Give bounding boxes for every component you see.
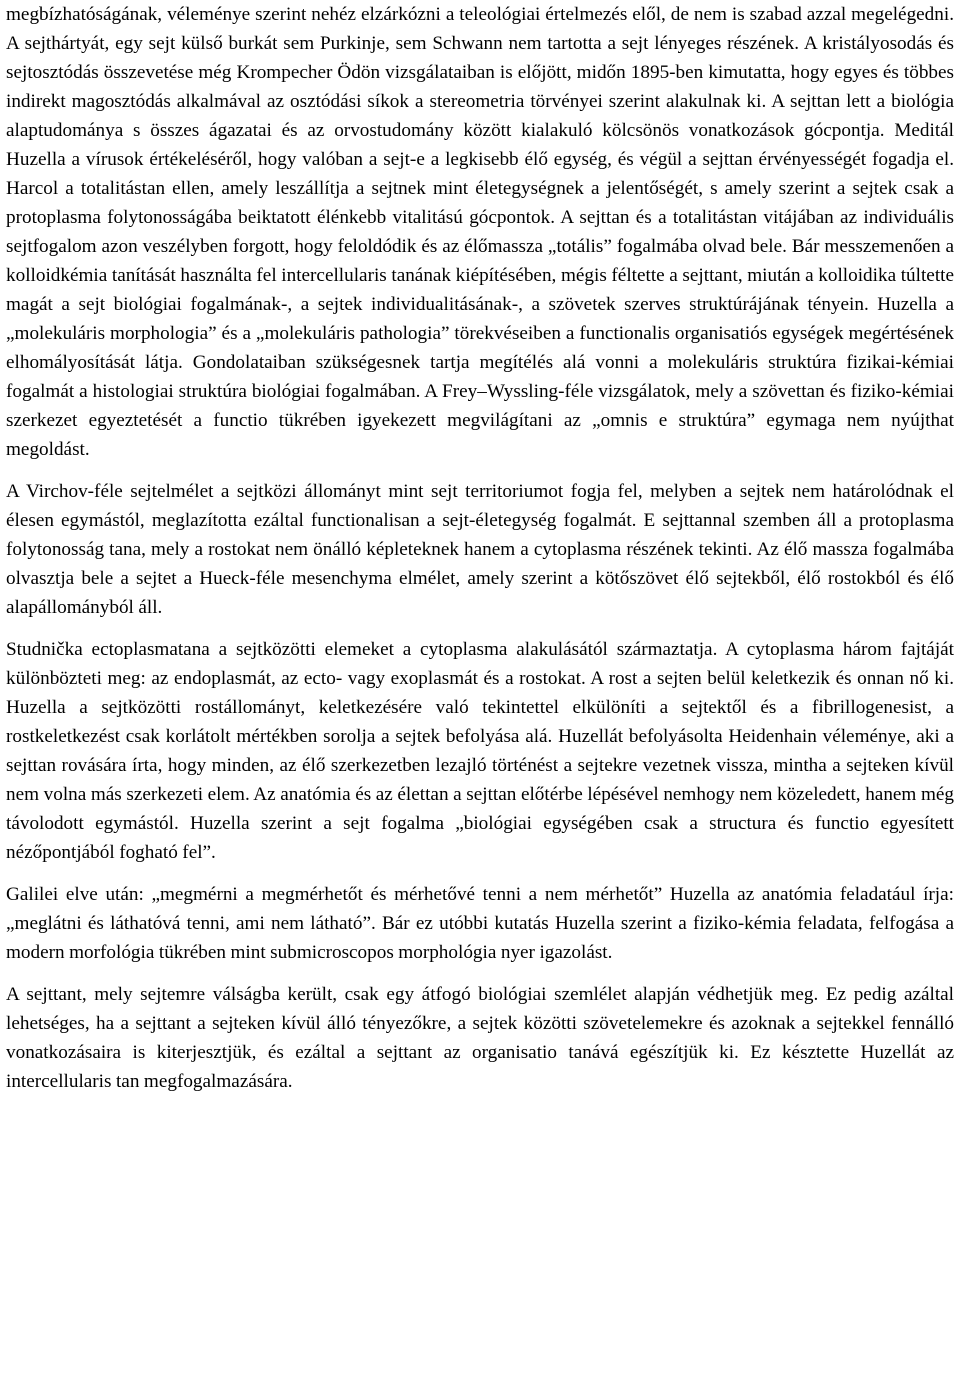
paragraph-2: A Virchov-féle sejtelmélet a sejtközi állományt mint sejt territoriumot fogja fel, melyben a sejtek nem határolódnak el élesen egymástól, meglazította ezáltal functionalisan a sejt-életegység fogalmát. E sejttannal szemben áll a protoplasma folytonosság tana, mely a rostokat nem önálló képleteknek hanem a cytoplasma részének tekinti. Az élő massza fogalmába olvasztja bele a sejtet a Hueck-féle mesenchyma elmélet, amely szerint a kötőszövet élő sejtekből, élő rostokból és élő alapállományból áll.: [6, 481, 954, 618]
paragraph-1: megbízhatóságának, véleménye szerint nehéz elzárkózni a teleológiai értelmezés elől, de nem is szabad azzal megelégedni. A sejthártyát, egy sejt külső burkát sem Purkinje, sem Schwann nem tartotta a sejt lényeges részének. A kristályosodás és sejtosztódás összevetése még Krompecher Ödön vizsgálataiban is előjött, midőn 1895-ben kimutatta, hogy egyes és többes indirekt magosztódás alkalmával az osztódási síkok a stereometria törvényei szerint alakulnak ki. A sejttan lett a biológia alaptudománya s összes ágazatai és az orvostudomány között kialakuló kölcsönös vonatkozások gócpontja. Meditál Huzella a vírusok értékeléséről, hogy valóban a sejt-e a legkisebb élő egység, és végül a sejttan érvényességét fogadja el. Harcol a totalitástan ellen, amely leszállítja a sejtnek mint életegységnek a jelentőségét, s amely szerint a sejtek csak a protoplasma folytonosságába beiktatott élénkebb vitalitású gócpontok. A sejttan és a totalitástan vitájában az individuális sejtfogalom azon veszélyben forgott, hogy feloldódik és az élőmassza „totális” fogalmába olvad bele. Bár messzemenően a kolloidkémia tanítását használta fel intercellularis tanának kiépítésében, mégis féltette a sejttant, miután a kolloidika túltette magát a sejt biológiai fogalmának-, a sejtek individualitásának-, a szövetek szerves struktúrájának tényein. Huzella a „molekuláris morphologia” és a „molekuláris pathologia” törekvéseiben a functionalis organisatiós egységek megértésének elhomályosítását látja. Gondolataiban szükségesnek tartja megítélés alá vonni a molekuláris struktúra fizikai-kémiai fogalmát a histologiai struktúra biológiai fogalmában. A Frey–Wyssling-féle vizsgálatok, mely a szövettan és fiziko-kémiai szerkezet egyeztetését a functio tükrében igyekezett megvilágítani az „omnis e struktúra” egymaga nem nyújthat megoldást.: [6, 4, 954, 460]
paragraph-5: A sejttant, mely sejtemre válságba került, csak egy átfogó biológiai szemlélet alapján védhetjük meg. Ez pedig azáltal lehetséges, ha a sejttant a sejteken kívül álló tényezőkre, a sejtek közötti szövetelemekre és azoknak a sejtekkel fennálló vonatkozásaira is kiterjesztjük, és ezáltal a sejttant az organisatio tanává egészítjük ki. Ez késztette Huzellát az intercellularis tan megfogalmazására.: [6, 984, 954, 1092]
paragraph-3: Studnička ectoplasmatana a sejtközötti elemeket a cytoplasma alakulásától származtatja. A cytoplasma három fajtáját különbözteti meg: az endoplasmát, az ecto- vagy exoplasmát és a rostokat. A rost a sejten belül keletkezik és onnan nő ki. Huzella a sejtközötti rostállományt, keletkezésére való tekintettel elkülöníti a sejtektől és a fibrillogenesist, a rostkeletkezést csak korlátolt mértékben sorolja a sejtek befolyása alá. Huzellát befolyásolta Heidenhain véleménye, aki a sejttan rovására írta, hogy minden, az élő szerkezetben lezajló történést a sejtekre vezetnek vissza, mintha a sejteken kívül nem volna más szerkezeti elem. Az anatómia és az élettan a sejttan előtérbe lépésével nemhogy nem közeledett, hanem még távolodott egymástól. Huzella szerint a sejt fogalma „biológiai egységében csak a structura és functio egyesített nézőpontjából fogható fel”.: [6, 639, 954, 863]
document-page: [6, 0, 954, 1096]
paragraph-4: Galilei elve után: „megmérni a megmérhetőt és mérhetővé tenni a nem mérhetőt” Huzella az anatómia feladatául írja: „meglátni és láthatóvá tenni, ami nem látható”. Bár ez utóbbi kutatás Huzella szerint a fiziko-kémia feladata, felfogása a modern morfológia tükrében mint submicroscopos morphológia nyer igazolást.: [6, 884, 954, 963]
